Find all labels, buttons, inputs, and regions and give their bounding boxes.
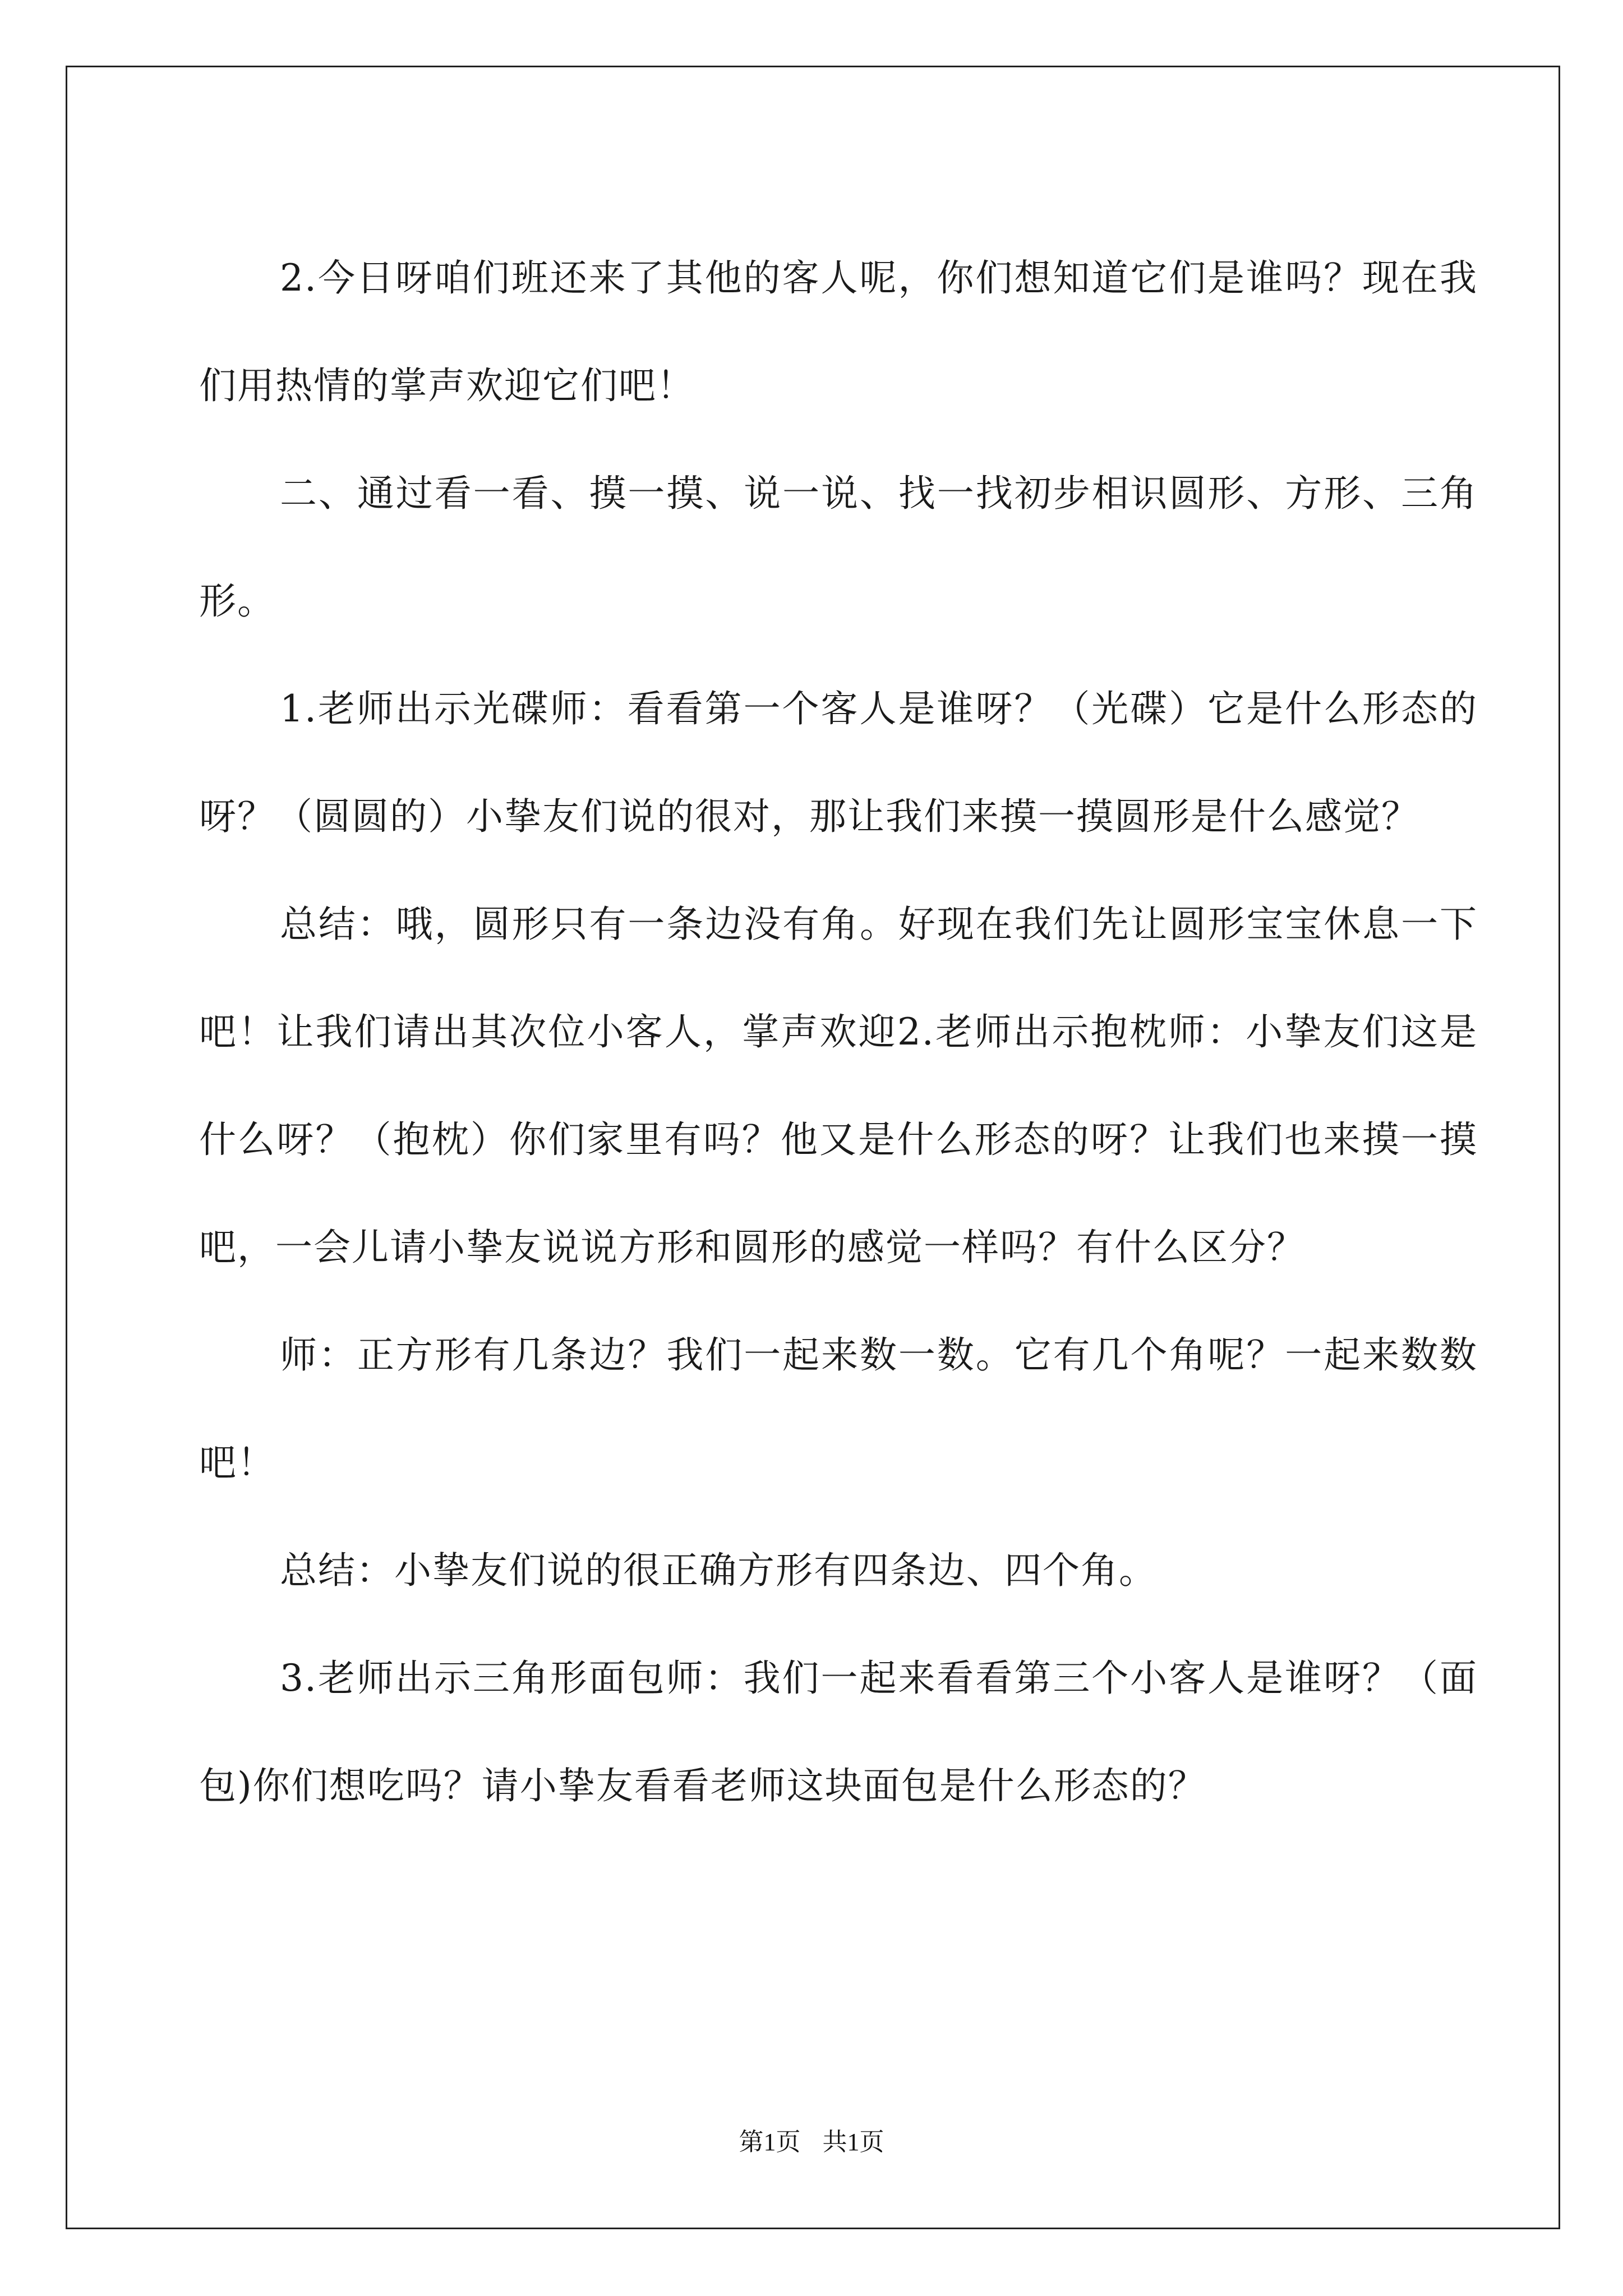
paragraph: 二、通过看一看、摸一摸、说一说、找一找初步相识圆形、方形、三角形。	[199, 472, 1478, 623]
paragraph: 1.老师出示光碟师：看看第一个客人是谁呀？（光碟）它是什么形态的呀？（圆圆的）小挚友们说的很对，那让我们来摸一摸圆形是什么感觉？	[199, 687, 1478, 838]
document-body	[199, 224, 1478, 1840]
paragraph: 总结：小挚友们说的很正确方形有四条边、四个角。	[280, 1549, 1157, 1592]
paragraph: 师：正方形有几条边？我们一起来数一数。它有几个角呢？一起来数数吧！	[199, 1333, 1478, 1484]
page-footer	[0, 2122, 1623, 2157]
paragraph: 2.今日呀咱们班还来了其他的客人呢，你们想知道它们是谁吗？现在我们用热情的掌声欢迎它们吧！	[199, 256, 1478, 407]
paragraph: 3.老师出示三角形面包师：我们一起来看看第三个小客人是谁呀？（面包)你们想吃吗？请小挚友看看老师这块面包是什么形态的？	[199, 1657, 1478, 1807]
paragraph: 总结：哦，圆形只有一条边没有角。好现在我们先让圆形宝宝休息一下吧！让我们请出其次位小客人，掌声欢迎2.老师出示抱枕师：小挚友们这是什么呀？（抱枕）你们家里有吗？他又是什么形态的呀？让我们也来摸一摸吧，一会儿请小挚友说说方形和圆形的感觉一样吗？有什么区分？	[199, 903, 1478, 1269]
page-number: 第1页	[739, 2128, 801, 2156]
page-total: 共1页	[822, 2128, 884, 2156]
